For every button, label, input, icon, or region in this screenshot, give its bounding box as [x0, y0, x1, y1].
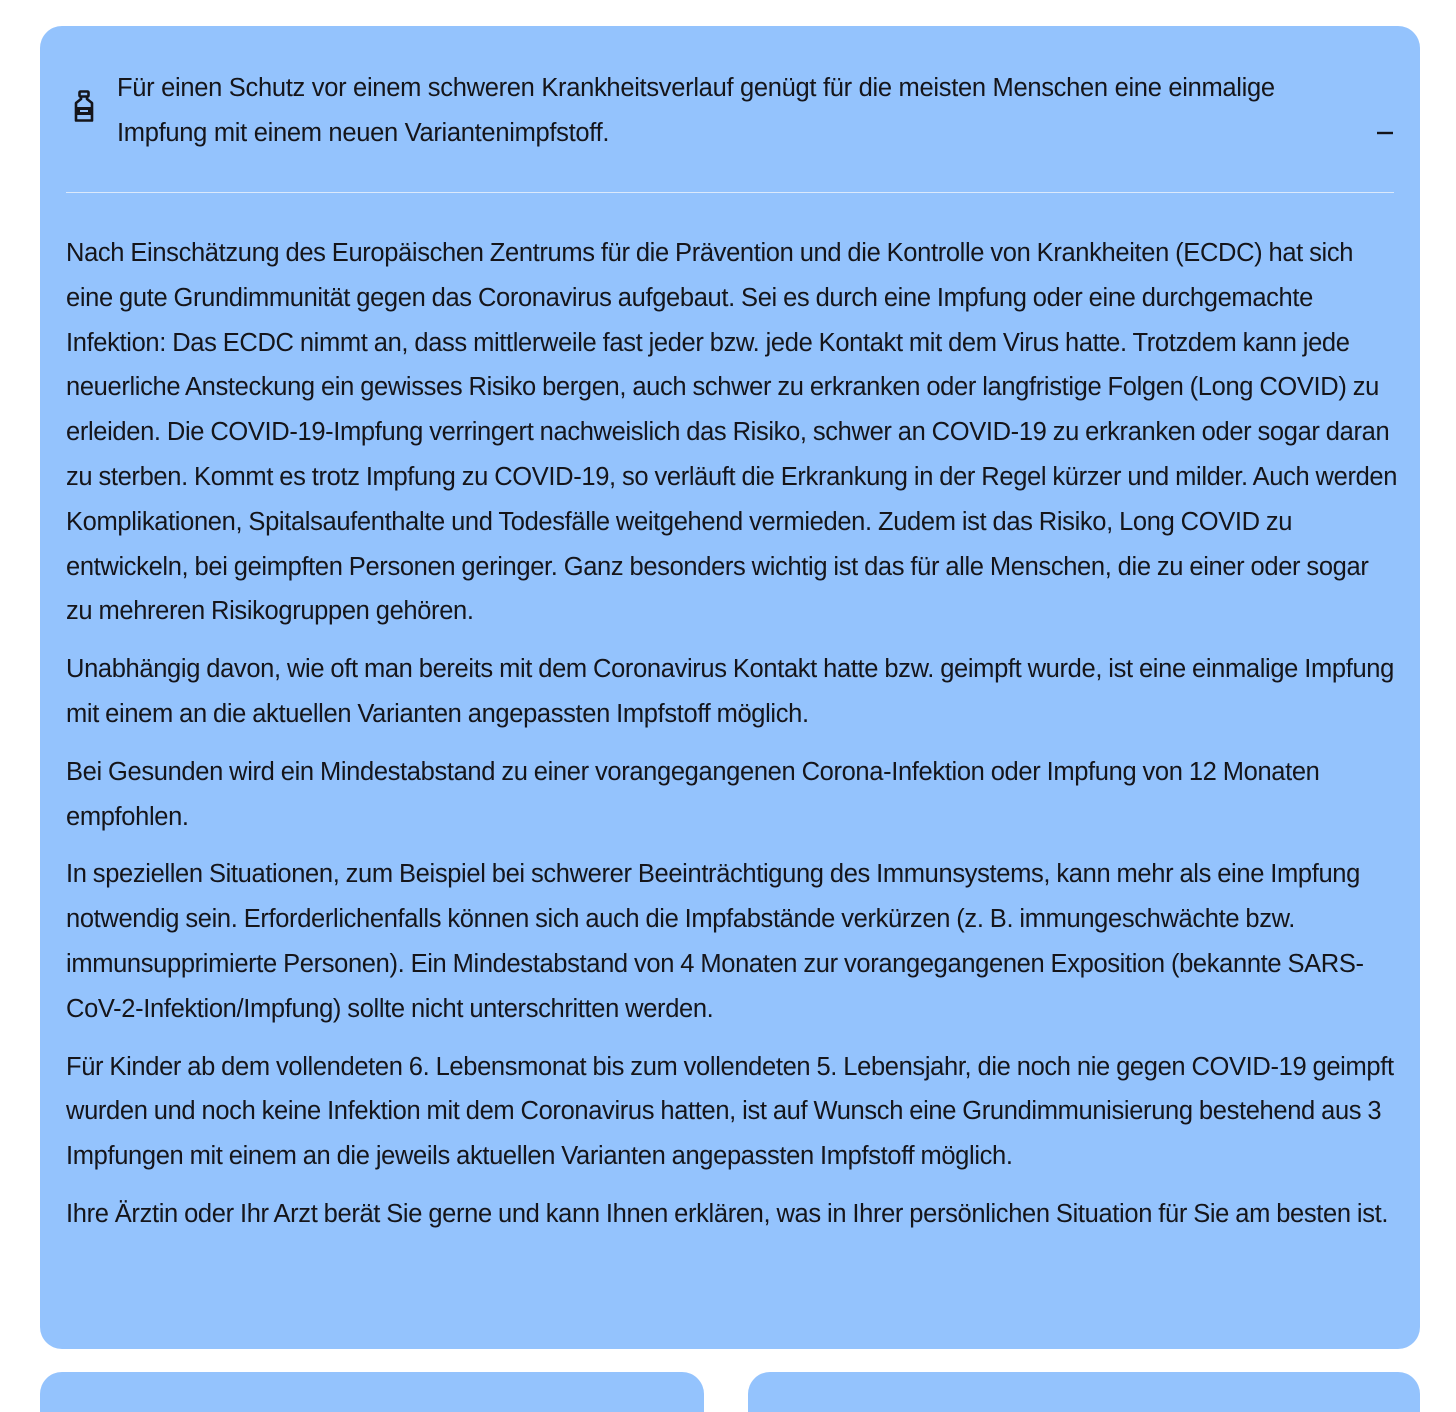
vaccine-vial-icon [72, 90, 96, 124]
next-card-left [40, 1372, 704, 1412]
content-paragraph: Unabhängig davon, wie oft man bereits mit dem Coronavirus Kontakt hatte bzw. geimpft wurde, ist eine einmalige Impfung mit einem an die aktuellen Varianten angepassten Impfstoff möglich. [66, 655, 1394, 728]
content-paragraph: In speziellen Situationen, zum Beispiel bei schwerer Beeinträchtigung des Immunsystems, kann mehr als eine Impfung notwendig sein. Erforderlichenfalls können sich auch die Impfabstände verkürzen (z. B. immungeschwächte bzw. immunsupprimierte Personen). Ein Mindestabstand von 4 Monaten zur vorangegangenen Exposition (bekannte SARS-CoV-2-Infektion/Impfung) sollte nicht unterschritten werden. [66, 860, 1364, 1023]
accordion-title: Für einen Schutz vor einem schweren Krankheitsverlauf genügt für die meisten Menschen eine einmalige Impfung mit einem neuen Variantenimpfstoff. [117, 74, 1275, 147]
accordion-header[interactable] [66, 26, 1394, 192]
content-paragraph: Nach Einschätzung des Europäischen Zentrums für die Prävention und die Kontrolle von Krankheiten (ECDC) hat sich eine gute Grundimmunität gegen das Coronavirus aufgebaut. Sei es durch eine Impfung oder eine durchgemachte Infektion: Das ECDC nimmt an, dass mittlerweile fast jeder bzw. jede Kontakt mit dem Virus hatte. Trotzdem kann jede neuerliche Ansteckung ein gewisses Risiko bergen, auch schwer zu erkranken oder langfristige Folgen (Long COVID) zu erleiden. Die COVID-19-Impfung verringert nachweislich das Risiko, schwer an COVID-19 zu erkranken oder sogar daran zu sterben. Kommt es trotz Impfung zu COVID-19, so verläuft die Erkrankung in der Regel kürzer und milder. Auch werden Komplikationen, Spitalsaufenthalte und Todesfälle weitgehend vermieden. Zudem ist das Risiko, Long COVID zu entwickeln, bei geimpften Personen geringer. Ganz besonders wichtig ist das für alle Menschen, die zu einer oder sogar zu mehreren Risikogruppen gehören. [66, 239, 1398, 626]
content-paragraph: Ihre Ärztin oder Ihr Arzt berät Sie gerne und kann Ihnen erklären, was in Ihrer persönlichen Situation für Sie am besten ist. [66, 1199, 1389, 1228]
minus-icon[interactable] [1376, 126, 1394, 140]
accordion-divider [66, 192, 1394, 193]
content-paragraph: Bei Gesunden wird ein Mindestabstand zu einer vorangegangenen Corona-Infektion oder Impfung von 12 Monaten empfohlen. [66, 757, 1320, 831]
info-accordion [40, 26, 1420, 1349]
accordion-content [66, 231, 1400, 1250]
content-paragraph: Für Kinder ab dem vollendeten 6. Lebensmonat bis zum vollendeten 5. Lebensjahr, die noch nie gegen COVID-19 geimpft wurden und noch keine Infektion mit dem Coronavirus hatten, ist auf Wunsch eine Grundimmunisierung bestehend aus 3 Impfungen mit einem an die jeweils aktuellen Varianten angepassten Impfstoff möglich. [66, 1052, 1394, 1171]
next-card-right [748, 1372, 1420, 1412]
